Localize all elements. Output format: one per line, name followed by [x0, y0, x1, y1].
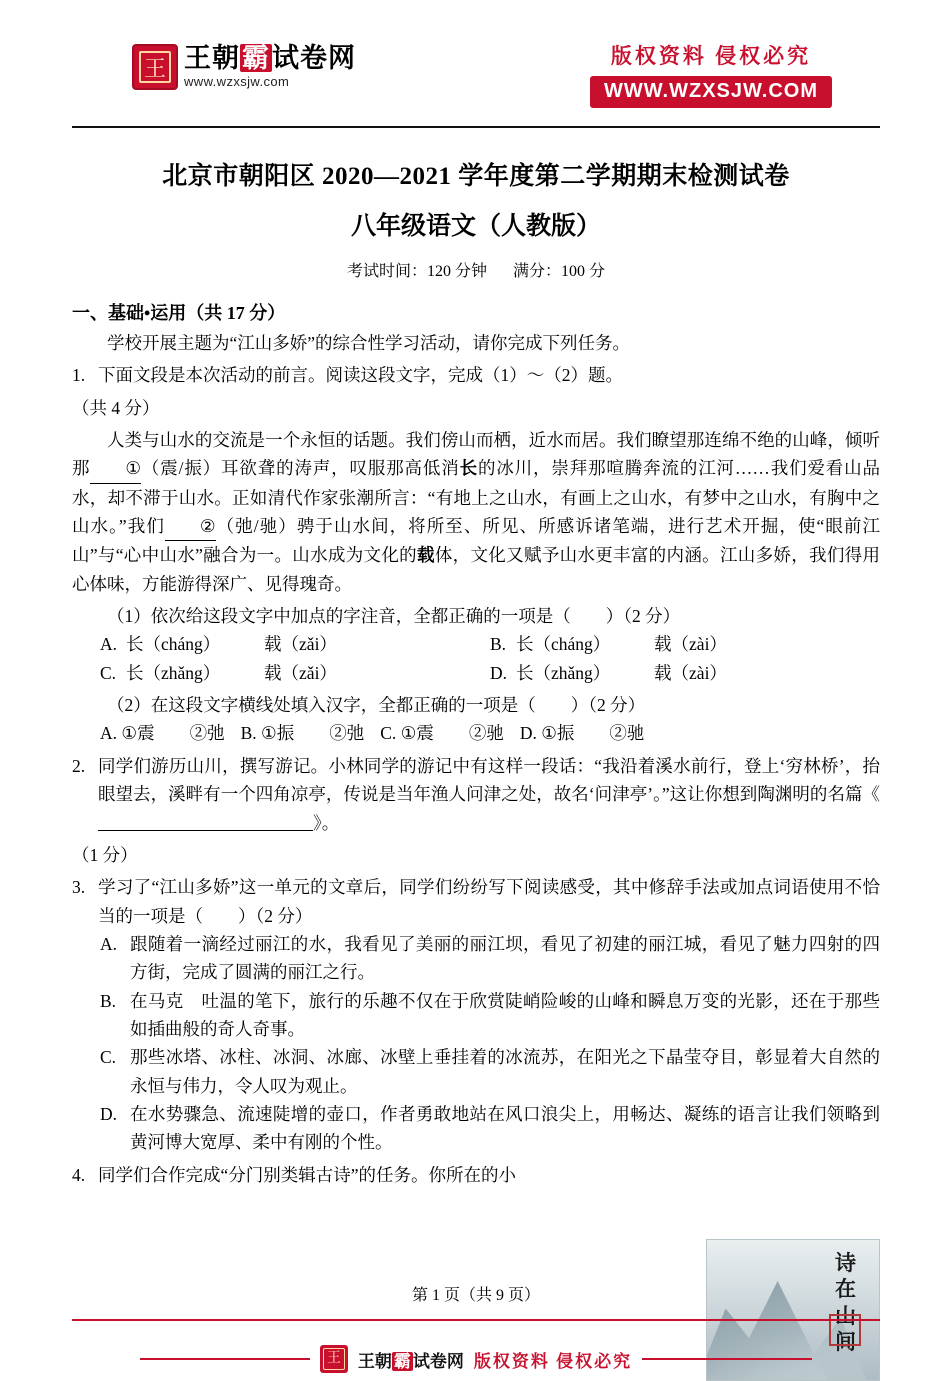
exam-meta — [72, 258, 880, 281]
question-1-options-row-1 — [72, 630, 880, 658]
site-logo — [132, 44, 356, 90]
question-3-option-a-text: 跟随着一滴经过丽江的水，我看见了美丽的丽江坝，看见了初建的丽江城，看见了魅力四射的四方街，完成了圆满的丽江之行。 — [130, 933, 880, 983]
question-3-option-a[interactable] — [72, 930, 880, 987]
option-b-text: 长（cháng） 载（zài） — [516, 634, 727, 655]
question-3-option-b-text: 在马克 吐温的笔下，旅行的乐趣不仅在于欣赏陡峭险峻的山峰和瞬息万变的光影，还在于那些如插曲般的奇人奇事。 — [130, 990, 880, 1039]
question-4-number: 4. — [72, 1164, 86, 1185]
question-4 — [72, 1161, 880, 1189]
question-3-option-b[interactable] — [72, 987, 880, 1044]
option-b[interactable] — [490, 630, 880, 658]
question-2-text-before: 同学们游历山川，撰写游记。小林同学的游记中有这样一段话：“我沿着溪水前行，登上‘穷林桥’，抬眼望去，溪畔有一个四角凉亭，传说是当年渔人问津之处，故名‘问津亭’。”这让你想到陶渊明的名篇《 — [98, 755, 880, 805]
question-3-option-c[interactable] — [72, 1043, 880, 1100]
exam-page — [0, 34, 952, 1381]
passage-part-5: 体，文化又赋予山水更丰富的内涵。江山多娇，我们得用心体味，方能游得深广、见得瑰奇。 — [72, 545, 881, 594]
question-3 — [72, 873, 880, 930]
page-header — [72, 34, 880, 120]
page-number: 第 1 页（共 9 页） — [411, 1287, 540, 1304]
question-2-text-after: 》。 — [313, 812, 340, 833]
footer-seal-icon — [320, 1345, 348, 1373]
footer-seal-glyph: 王 — [326, 1351, 341, 1366]
copyright-slogan: 版权资料 侵权必究 — [610, 44, 812, 68]
option-c-label: C. — [100, 662, 117, 683]
footer-brand-suffix: 试卷网 — [412, 1351, 464, 1371]
question-3-option-a-label: A. — [100, 933, 118, 954]
exam-time: 考试时间：120 分钟 — [346, 263, 487, 280]
option-a-label: A. — [100, 634, 118, 655]
logo-url: www.wzxsjw.com — [184, 74, 290, 90]
option-b-label: B. — [490, 634, 507, 655]
option-a-text: 长（cháng） 载（zǎi） — [126, 634, 337, 655]
question-1 — [72, 361, 880, 389]
promo-vertical-text: 诗在山间 — [835, 1251, 857, 1354]
option-c[interactable] — [100, 659, 490, 687]
footer-slogan: 版权资料 侵权必究 — [473, 1351, 633, 1371]
seal-glyph: 王 — [143, 56, 166, 81]
question-2-number: 2. — [72, 755, 86, 776]
question-1-options-row-2 — [72, 659, 880, 687]
section-heading-1: 一、基础•运用（共 17 分） — [72, 303, 286, 323]
site-url-banner: WWW.WZXSJW.COM — [590, 76, 832, 108]
sub2-option-b[interactable]: B. ①振 ②弛 — [240, 723, 365, 744]
question-3-option-b-label: B. — [100, 990, 117, 1011]
section-lead: 学校开展主题为“江山多娇”的综合性学习活动，请你完成下列任务。 — [107, 333, 631, 353]
footer-brand — [0, 1345, 952, 1373]
passage-part-2: （震/振）耳欲聋的涛声，叹服那高低消 — [141, 458, 460, 479]
question-3-text: 学习了“江山多娇”这一单元的文章后，同学们纷纷写下阅读感受，其中修辞手法或加点词语使用不恰当的一项是（ ）（2 分） — [98, 877, 880, 926]
sub2-option-c[interactable]: C. ①震 ②驰 — [380, 723, 504, 744]
question-2-answer-blank[interactable] — [98, 830, 313, 831]
question-4-text: 同学们合作完成“分门别类辑古诗”的任务。你所在的小 — [98, 1164, 517, 1185]
seal-icon — [132, 44, 178, 90]
question-1-sub-2-options — [72, 719, 880, 747]
question-1-score: （共 4 分） — [72, 397, 160, 418]
passage-part-1: 人类与山水的交流是一个永恒的话题。我们傍山而栖，近水而居。我们瞭望那连绵不绝的山峰，倾听那 — [72, 430, 880, 479]
footer-divider — [72, 1319, 880, 1321]
question-2-text — [98, 752, 880, 837]
question-1-sub-1: （1）依次给这段文字中加点的字注音，全都正确的一项是（ ）（2 分） — [107, 606, 681, 627]
footer-brand-mark: 霸 — [393, 1351, 411, 1371]
logo-title — [184, 44, 356, 72]
passage-emph-zai: 载 — [417, 545, 435, 566]
question-1-number: 1. — [72, 365, 86, 386]
passage-part-3: 的冰川，崇拜那喧腾奔流的江河……我们爱看山品水，却不滞于山水。正如清代作家张潮所言：“有地上之山水，有画上之山水，有梦中之山水，有胸中之山水。”我们 — [72, 458, 881, 537]
option-a[interactable] — [100, 630, 490, 658]
footer-brand-prefix: 王朝 — [357, 1351, 392, 1371]
header-divider — [72, 126, 880, 128]
footer-line-left — [140, 1358, 310, 1360]
passage-part-4: （弛/驰）骋于山水间，将所至、所见、所感诉诸笔端，进行艺术开掘，使“眼前江山”与“心中山水”融合为一。山水成为文化的 — [72, 516, 880, 566]
logo-title-mark: 霸 — [242, 43, 270, 73]
page-title: 北京市朝阳区 2020—2021 学年度第二学期期末检测试卷 — [162, 163, 790, 190]
question-2-score: （1 分） — [72, 844, 138, 865]
passage-blank-2: ② — [165, 512, 216, 541]
option-d[interactable] — [490, 659, 880, 687]
question-2 — [72, 752, 880, 837]
footer-brand-name — [358, 1347, 464, 1372]
option-d-label: D. — [490, 662, 508, 683]
question-3-option-d-label: D. — [100, 1103, 118, 1124]
logo-title-suffix: 试卷网 — [272, 43, 356, 73]
question-1-sub-2: （2）在这段文字横线处填入汉字，全都正确的一项是（ ）（2 分） — [107, 695, 646, 716]
question-1-text: 下面文段是本次活动的前言。阅读这段文字，完成（1）～（2）题。 — [98, 365, 623, 386]
option-d-text: 长（zhǎng） 载（zài） — [516, 662, 727, 683]
passage-emph-chang: 长 — [459, 458, 478, 479]
passage-paragraph — [72, 426, 880, 598]
question-3-option-c-text: 那些冰塔、冰柱、冰洞、冰廊、冰壁上垂挂着的冰流苏，在阳光之下晶莹夺目，彰显着大自然的永恒与伟力，令人叹为观止。 — [130, 1047, 880, 1096]
option-c-text: 长（zhǎng） 载（zǎi） — [126, 662, 337, 683]
header-brand-block — [590, 40, 832, 108]
question-3-number: 3. — [72, 877, 86, 898]
question-3-option-c-label: C. — [100, 1047, 117, 1068]
sub2-option-a[interactable]: A. ①震 ②弛 — [100, 723, 225, 744]
passage-blank-1: ① — [90, 454, 141, 483]
question-3-option-d[interactable] — [72, 1100, 880, 1157]
logo-title-prefix: 王朝 — [184, 43, 240, 73]
page-subtitle: 八年级语文（人教版） — [350, 213, 601, 240]
question-3-option-d-text: 在水势骤急、流速陡增的壶口，作者勇敢地站在风口浪尖上，用畅达、凝练的语言让我们领略到黄河博大宽厚、柔中有刚的个性。 — [130, 1103, 880, 1153]
footer-line-right — [642, 1358, 812, 1360]
exam-full-score: 满分：100 分 — [513, 263, 606, 280]
sub2-option-d[interactable]: D. ①振 ②驰 — [519, 723, 645, 744]
